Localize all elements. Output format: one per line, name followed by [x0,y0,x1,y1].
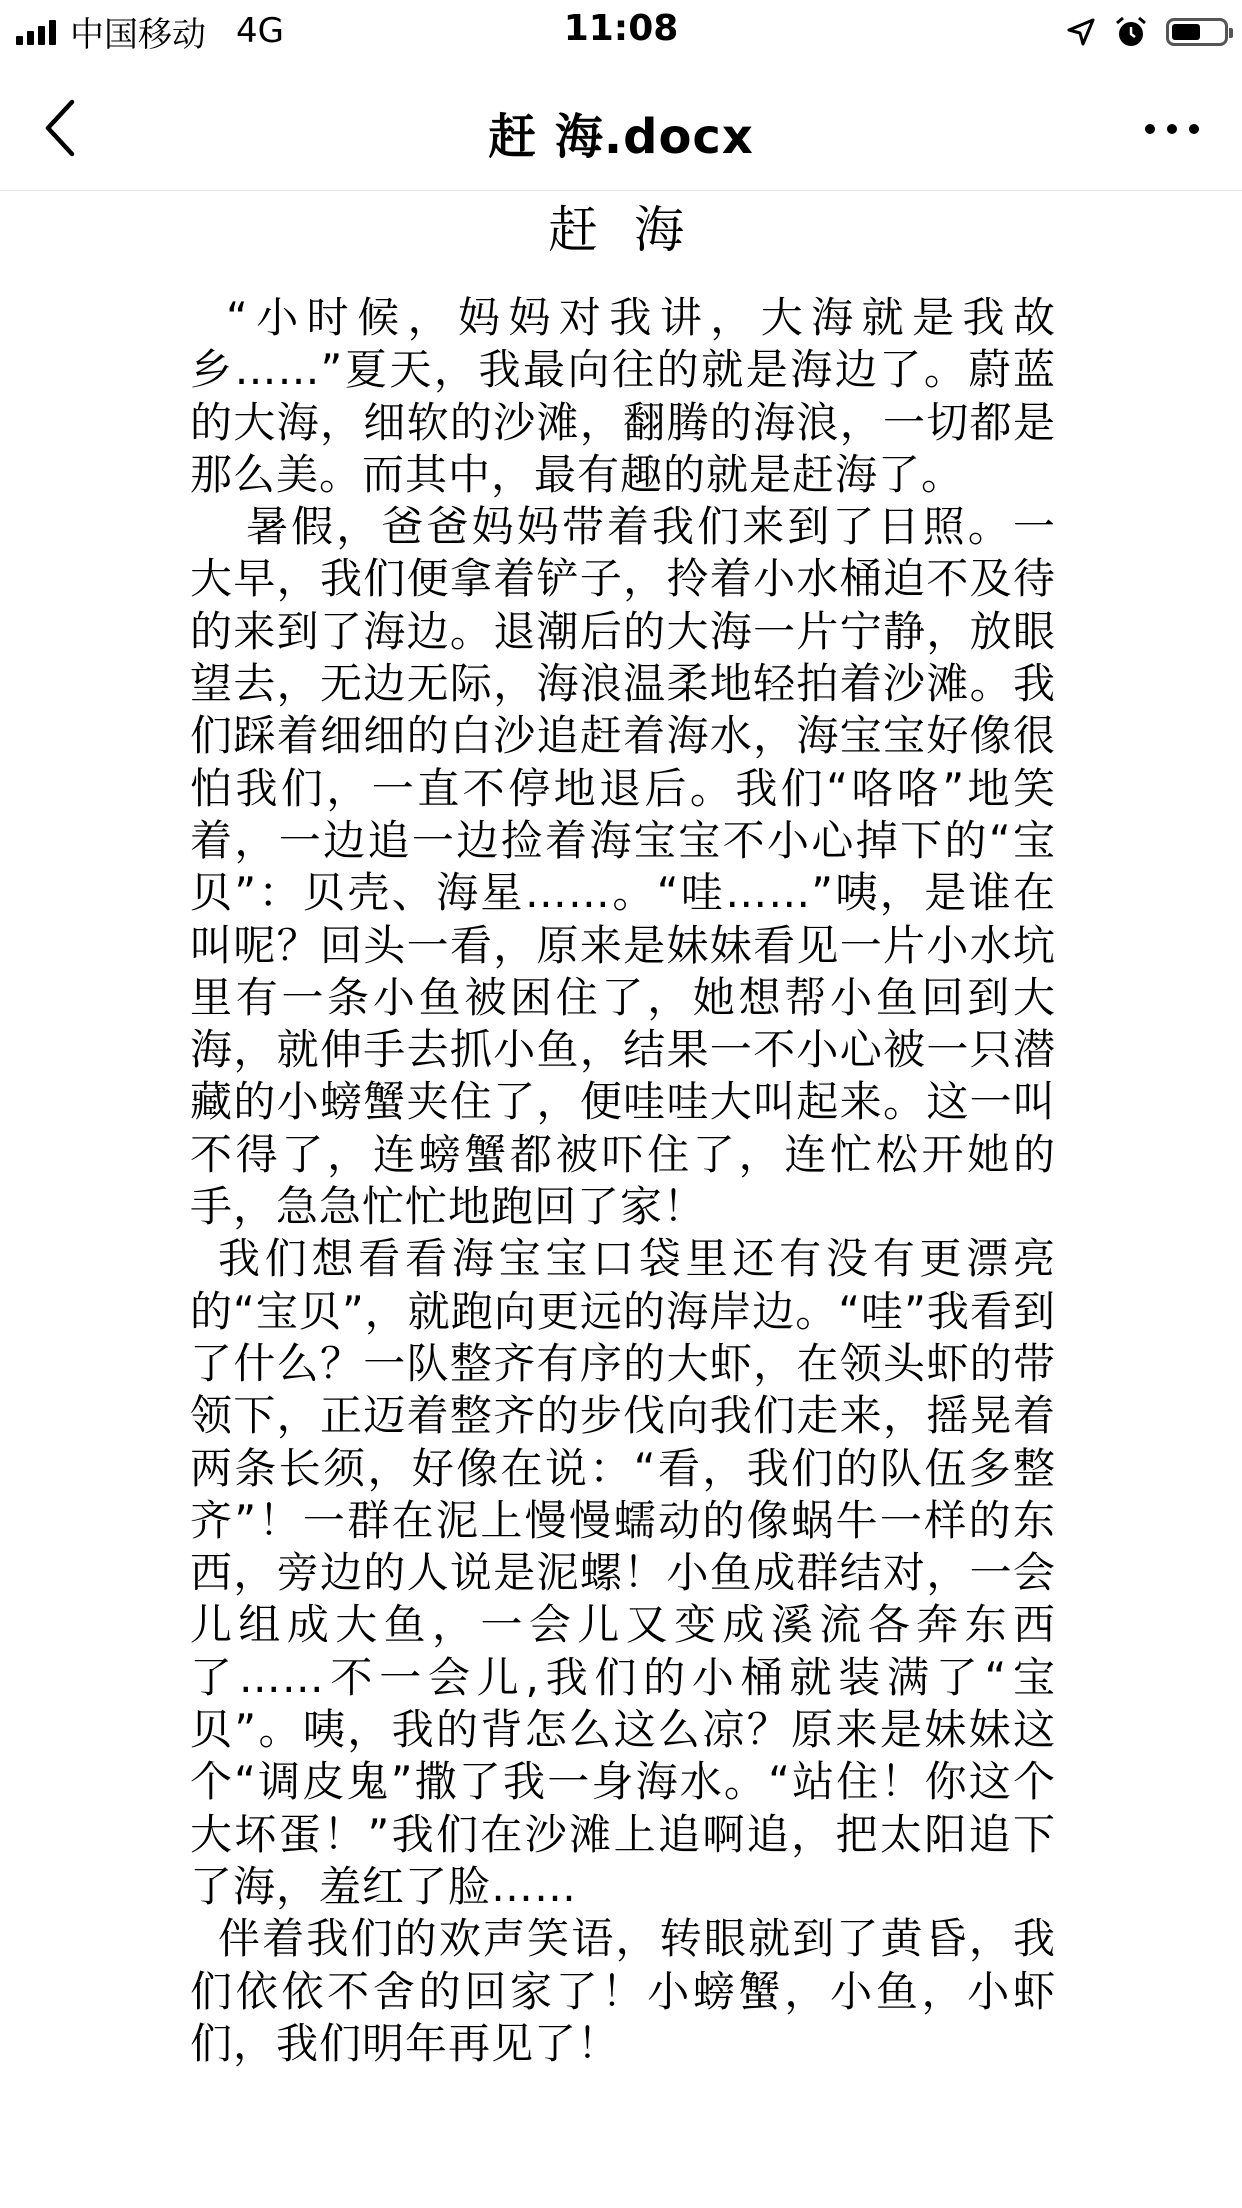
more-dots-icon [1142,114,1202,144]
battery-fill [1172,24,1200,40]
document-title: 赶 海 [548,201,694,259]
battery-icon [1166,18,1228,46]
paragraph: 伴着我们的欢声笑语，转眼就到了黄昏，我们依依不舍的回家了！小螃蟹，小鱼，小虾们，我们明年再见了！ [190,1914,1056,2068]
status-time: 11:08 [563,8,679,49]
paragraph: “小时候，妈妈对我讲，大海就是我故乡……”夏天，我最向往的就是海边了。蔚蓝的大海，细软的沙滩，翻腾的海浪，一切都是那么美。而其中，最有趣的就是赶海了。 [190,293,1056,499]
carrier-label: 中国移动 [70,14,206,55]
paragraph: 暑假，爸爸妈妈带着我们来到了日照。一大早，我们便拿着铲子，拎着小水桶迫不及待的来到了海边。退潮后的大海一片宁静，放眼望去，无边无际，海浪温柔地轻拍着沙滩。我们踩着细细的白沙追赶着海水，海宝宝好像很怕我们，一直不停地退后。我们“咯咯”地笑着，一边追一边捡着海宝宝不小心掉下的“宝贝”：贝壳、海星……。“哇……”咦，是谁在叫呢？回头一看，原来是妹妹看见一片小水坑里有一条小鱼被困住了，她想帮小鱼回到大海，就伸手去抓小鱼，结果一不小心被一只潜藏的小螃蟹夹住了，便哇哇大叫起来。这一叫不得了，连螃蟹都被吓住了，连忙松开她的手，急急忙忙地跑回了家！ [190,502,1056,1232]
status-bar [0,0,1242,60]
network-type: 4G [236,11,284,51]
more-options-button[interactable] [1142,114,1202,144]
status-right [1066,12,1228,52]
location-arrow-icon [1066,17,1096,47]
nav-bar [0,60,1242,191]
alarm-clock-icon [1114,15,1148,49]
nav-title: 赶 海.docx [488,109,754,165]
document-body [190,292,1056,2070]
paragraph: 我们想看看海宝宝口袋里还有没有更漂亮的“宝贝”，就跑向更远的海岸边。“哇”我看到了什么？一队整齐有序的大虾，在领头虾的带领下，正迈着整齐的步伐向我们走来，摇晃着两条长须，好像在说：“看，我们的队伍多整齐”！一群在泥上慢慢蠕动的像蜗牛一样的东西，旁边的人说是泥螺！小鱼成群结对，一会儿组成大鱼，一会儿又变成溪流各奔东西了……不一会儿,我们的小桶就装满了“宝贝”。咦，我的背怎么这么凉？原来是妹妹这个“调皮鬼”撒了我一身海水。“站住！你这个大坏蛋！”我们在沙滩上追啊追，把太阳追下了海，羞红了脸…… [190,1234,1056,1911]
